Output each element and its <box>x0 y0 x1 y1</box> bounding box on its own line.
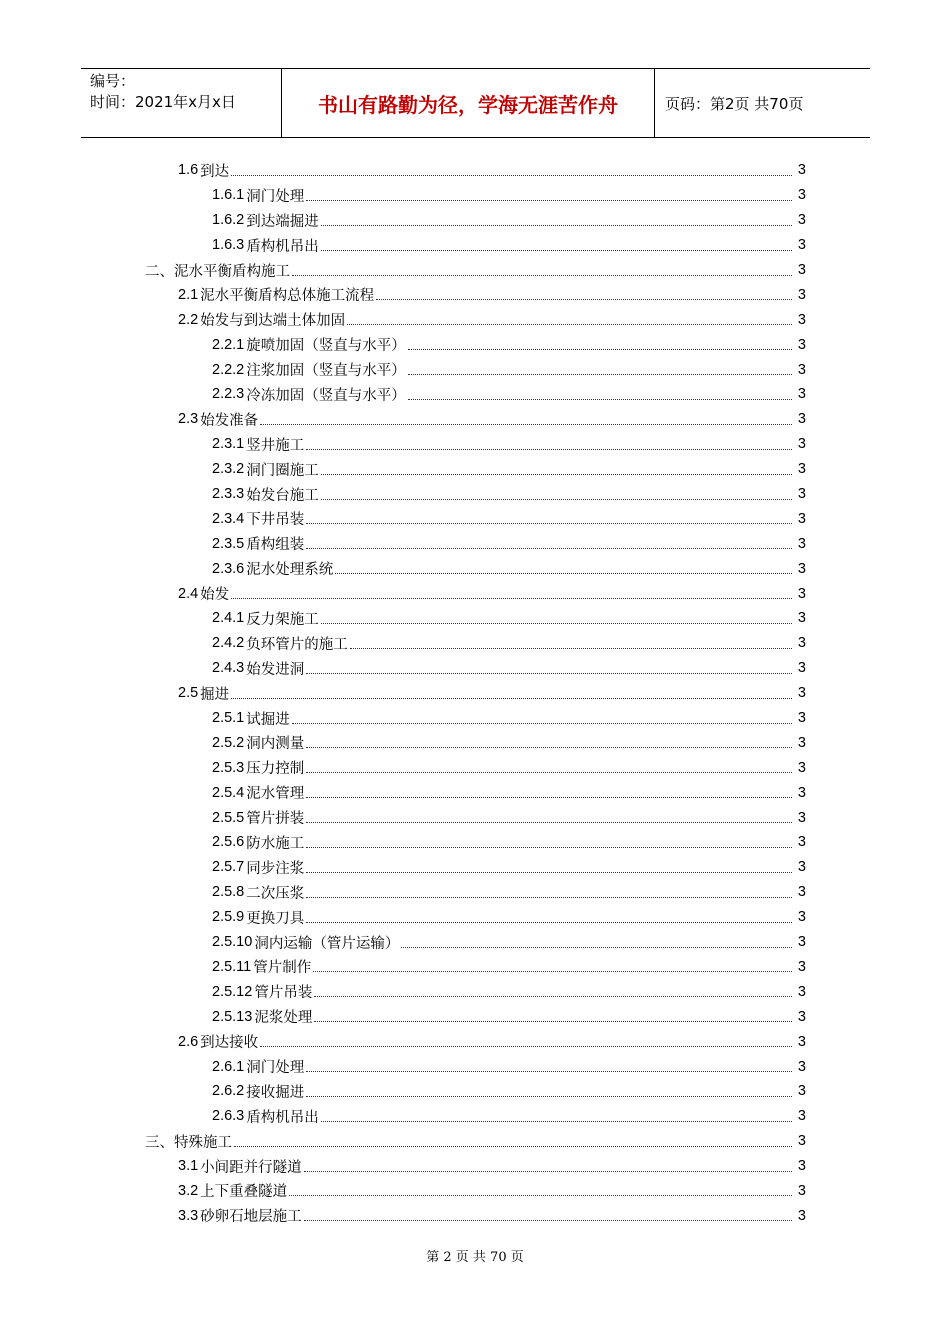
toc-entry-title: 试掘进 <box>246 711 290 728</box>
toc-entry-number: 2.5.12 <box>212 983 253 1000</box>
toc-entry-title: 盾构机吊出 <box>246 238 319 255</box>
toc-dot-leader <box>313 971 792 972</box>
toc-entry-number: 2.6.1 <box>212 1058 245 1075</box>
toc-entry[interactable] <box>0 482 950 507</box>
toc-entry-title: 旋喷加固（竖直与水平） <box>246 338 406 355</box>
toc-entry-title: 上下重叠隧道 <box>200 1184 288 1201</box>
toc-dot-leader <box>231 175 792 176</box>
toc-entry-title: 接收掘进 <box>246 1084 305 1101</box>
toc-dot-leader <box>321 623 792 624</box>
toc-entry[interactable] <box>0 457 950 482</box>
toc-entry[interactable] <box>0 556 950 581</box>
toc-entry[interactable] <box>0 307 950 332</box>
toc-dot-leader <box>231 598 792 599</box>
toc-entry-title: 负环管片的施工 <box>246 636 348 653</box>
toc-entry-number: 2.5.3 <box>212 759 245 776</box>
toc-entry[interactable] <box>0 332 950 357</box>
page-footer: 第 2 页 共 70 页 <box>426 1250 524 1265</box>
toc-dot-leader <box>321 1121 792 1122</box>
toc-entry-title: 反力架施工 <box>246 611 319 628</box>
toc-entry-number: 2.4.1 <box>212 610 245 627</box>
toc-dot-leader <box>306 449 792 450</box>
toc-dot-leader <box>321 225 792 226</box>
toc-entry-number: 2.3.6 <box>212 560 245 577</box>
toc-dot-leader <box>260 1046 792 1047</box>
toc-entry[interactable] <box>0 183 950 208</box>
header-time-label: 时间：2021年x月x日 <box>90 93 236 111</box>
toc-entry[interactable] <box>0 656 950 681</box>
toc-entry[interactable] <box>0 706 950 731</box>
toc-entry-title: 始发台施工 <box>246 487 319 504</box>
toc-entry-number: 2.4.2 <box>212 635 245 652</box>
toc-entry-page: 3 <box>797 436 806 453</box>
toc-dot-leader <box>304 1220 792 1221</box>
toc-entry-number: 2.5.7 <box>212 859 245 876</box>
toc-entry-number: 2.3.5 <box>212 535 245 552</box>
toc-entry-title: 洞门处理 <box>246 188 305 205</box>
toc-entry-title: 洞内测量 <box>246 736 305 753</box>
toc-entry-page: 3 <box>797 560 806 577</box>
toc-dot-leader <box>306 548 792 549</box>
toc-entry-page: 3 <box>797 585 806 602</box>
toc-entry[interactable] <box>0 730 950 755</box>
toc-entry-page: 3 <box>797 909 806 926</box>
toc-entry[interactable] <box>0 880 950 905</box>
toc-dot-leader <box>306 847 792 848</box>
toc-entry-number: 1.6.1 <box>212 187 245 204</box>
toc-dot-leader <box>306 523 792 524</box>
toc-dot-leader <box>306 1071 792 1072</box>
toc-entry-page: 3 <box>797 411 806 428</box>
toc-entry-number: 2.5.8 <box>212 884 245 901</box>
toc-entry-title: 管片吊装 <box>254 985 313 1002</box>
toc-entry-page: 3 <box>797 685 806 702</box>
toc-entry-page: 3 <box>797 884 806 901</box>
toc-entry-page: 3 <box>797 710 806 727</box>
toc-entry-number: 2.4 <box>178 585 199 602</box>
toc-dot-leader <box>306 673 792 674</box>
toc-dot-leader <box>335 573 792 574</box>
toc-entry-number: 2.2.2 <box>212 361 245 378</box>
toc-entry[interactable] <box>0 780 950 805</box>
toc-entry-title: 小间距并行隧道 <box>200 1159 302 1176</box>
toc-entry-page: 3 <box>797 1083 806 1100</box>
toc-entry-number: 2.5.5 <box>212 809 245 826</box>
toc-entry-title: 洞门处理 <box>246 1060 305 1076</box>
toc-entry-page: 3 <box>797 1207 806 1224</box>
toc-entry[interactable] <box>0 930 950 955</box>
toc-dot-leader <box>408 349 792 350</box>
toc-entry-page: 3 <box>797 237 806 254</box>
toc-entry-number: 2.6 <box>178 1033 199 1050</box>
toc-entry-number: 2.5.10 <box>212 934 253 951</box>
toc-entry-number: 2.5.4 <box>212 784 245 801</box>
toc-entry-number: 2.3 <box>178 411 199 428</box>
toc-entry-title: 始发准备 <box>200 412 259 429</box>
toc-entry-title: 掘进 <box>200 686 230 703</box>
toc-entry-page: 3 <box>797 386 806 403</box>
toc-entry-page: 3 <box>797 834 806 851</box>
toc-entry[interactable] <box>0 382 950 407</box>
toc-entry-title: 到达接收 <box>200 1035 259 1052</box>
toc-entry-title: 压力控制 <box>246 761 305 778</box>
toc-entry-title: 更换刀具 <box>246 910 305 927</box>
toc-entry[interactable] <box>0 1054 950 1079</box>
toc-entry[interactable] <box>0 905 950 930</box>
toc-entry[interactable] <box>0 233 950 258</box>
toc-entry[interactable] <box>0 432 950 457</box>
toc-entry-number: 2.5.9 <box>212 909 245 926</box>
toc-dot-leader <box>347 324 792 325</box>
toc-entry-page: 3 <box>797 461 806 478</box>
toc-dot-leader <box>314 996 792 997</box>
toc-entry[interactable] <box>0 830 950 855</box>
toc-entry-title: 洞内运输（管片运输） <box>254 935 400 952</box>
toc-entry[interactable] <box>0 979 950 1004</box>
toc-entry-number: 2.3.3 <box>212 486 245 503</box>
toc-dot-leader <box>306 772 792 773</box>
toc-entry[interactable] <box>0 1203 950 1228</box>
toc-entry-title: 始发进洞 <box>246 661 305 678</box>
toc-entry-number: 2.2 <box>178 311 199 328</box>
toc-entry[interactable] <box>0 1154 950 1179</box>
toc-entry[interactable] <box>0 631 950 656</box>
header-page-info: 页码：第2页 共70页 <box>665 94 804 113</box>
toc-dot-leader <box>306 822 792 823</box>
toc-entry-title: 注浆加固（竖直与水平） <box>246 363 406 380</box>
toc-dot-leader <box>350 648 792 649</box>
toc-entry-title: 到达端掘进 <box>246 213 319 230</box>
toc-entry[interactable] <box>0 955 950 980</box>
toc-entry-page: 3 <box>797 162 806 179</box>
toc-entry-number: 2.6.2 <box>212 1083 245 1100</box>
toc-entry-title: 管片制作 <box>253 960 312 977</box>
toc-dot-leader <box>292 723 792 724</box>
toc-dot-leader <box>306 922 792 923</box>
toc-entry-title: 盾构组装 <box>246 537 305 554</box>
toc-entry-title: 洞门圈施工 <box>246 462 319 479</box>
toc-dot-leader <box>306 797 792 798</box>
toc-entry-title: 泥水管理 <box>246 786 305 803</box>
toc-entry-page: 3 <box>797 486 806 503</box>
toc-entry-number: 2.5.13 <box>212 1008 253 1025</box>
toc-entry-page: 3 <box>797 809 806 826</box>
toc-entry-number: 2.3.1 <box>212 436 245 453</box>
toc-entry[interactable] <box>0 805 950 830</box>
toc-entry-page: 3 <box>797 212 806 229</box>
toc-entry-number: 2.5.6 <box>212 834 245 851</box>
toc-entry-number: 2.5 <box>178 685 199 702</box>
toc-entry-page: 3 <box>797 510 806 527</box>
toc-dot-leader <box>321 499 792 500</box>
toc-entry-page: 3 <box>797 535 806 552</box>
toc-entry-number: 2.2.1 <box>212 336 245 353</box>
toc-entry-page: 3 <box>797 361 806 378</box>
toc-entry-page: 3 <box>797 784 806 801</box>
toc-dot-leader <box>376 299 792 300</box>
toc-entry-page: 3 <box>797 1058 806 1075</box>
toc-dot-leader <box>321 474 792 475</box>
page-header <box>81 68 870 138</box>
toc-dot-leader <box>306 747 792 748</box>
toc-entry-number: 1.6.3 <box>212 237 245 254</box>
toc-entry[interactable] <box>0 1079 950 1104</box>
toc-entry-title: 到达 <box>200 163 230 180</box>
toc-entry-number: 3.2 <box>178 1182 199 1199</box>
toc-entry[interactable] <box>0 755 950 780</box>
toc-entry-number: 2.1 <box>178 286 199 303</box>
toc-dot-leader <box>306 1096 792 1097</box>
toc-entry[interactable] <box>0 357 950 382</box>
toc-entry-page: 3 <box>797 635 806 652</box>
toc-dot-leader <box>306 872 792 873</box>
toc-entry-title: 同步注浆 <box>246 860 305 877</box>
toc-dot-leader <box>306 200 792 201</box>
toc-entry-page: 3 <box>797 734 806 751</box>
table-of-contents <box>0 158 950 1228</box>
toc-entry-page: 3 <box>797 1158 806 1175</box>
toc-entry[interactable] <box>0 1129 950 1154</box>
toc-dot-leader <box>408 374 792 375</box>
toc-entry-number: 2.3.2 <box>212 461 245 478</box>
toc-entry-title: 始发 <box>200 587 230 604</box>
toc-entry-page: 3 <box>797 958 806 975</box>
toc-entry-page: 3 <box>797 1008 806 1025</box>
toc-entry[interactable] <box>0 581 950 606</box>
toc-entry-title: 防水施工 <box>246 835 305 852</box>
toc-entry-number: 1.6 <box>178 162 199 179</box>
toc-entry-page: 3 <box>797 1108 806 1125</box>
toc-entry-title: 砂卵石地层施工 <box>200 1209 302 1226</box>
toc-entry[interactable] <box>0 1179 950 1204</box>
toc-entry-title: 下井吊装 <box>246 512 305 529</box>
toc-entry[interactable] <box>0 1004 950 1029</box>
toc-entry-page: 3 <box>797 187 806 204</box>
toc-dot-leader <box>234 1146 792 1147</box>
toc-entry-number: 2.6.3 <box>212 1108 245 1125</box>
toc-entry-number: 2.2.3 <box>212 386 245 403</box>
header-left-cell <box>81 69 282 137</box>
toc-entry-page: 3 <box>797 983 806 1000</box>
toc-entry-title: 泥水平衡盾构总体施工流程 <box>200 288 375 305</box>
toc-entry-title: 冷冻加固（竖直与水平） <box>246 387 406 404</box>
toc-entry-number: 2.3.4 <box>212 510 245 527</box>
toc-dot-leader <box>292 275 792 276</box>
toc-entry-page: 3 <box>797 934 806 951</box>
toc-entry-number: 3.1 <box>178 1158 199 1175</box>
toc-entry-number: 2.5.11 <box>212 958 252 975</box>
toc-entry-title: 二次压浆 <box>246 885 305 902</box>
toc-entry-title: 二、泥水平衡盾构施工 <box>145 263 290 280</box>
toc-dot-leader <box>408 399 792 400</box>
toc-entry-page: 3 <box>797 759 806 776</box>
toc-dot-leader <box>304 1171 792 1172</box>
toc-entry-number: 2.5.1 <box>212 710 245 727</box>
toc-entry[interactable] <box>0 258 950 283</box>
toc-entry[interactable] <box>0 606 950 631</box>
toc-entry-page: 3 <box>797 1033 806 1050</box>
toc-entry-number: 2.5.2 <box>212 734 245 751</box>
toc-entry[interactable] <box>0 531 950 556</box>
toc-entry-title: 管片拼装 <box>246 811 305 828</box>
toc-entry-page: 3 <box>797 262 806 278</box>
toc-entry[interactable] <box>0 282 950 307</box>
toc-entry[interactable] <box>0 1104 950 1129</box>
toc-entry-number: 3.3 <box>178 1207 199 1224</box>
toc-entry-page: 3 <box>797 1182 806 1199</box>
toc-dot-leader <box>314 1021 792 1022</box>
toc-entry-title: 始发与到达端土体加固 <box>200 313 346 330</box>
toc-entry[interactable] <box>0 855 950 880</box>
toc-entry[interactable] <box>0 506 950 531</box>
toc-entry[interactable] <box>0 407 950 432</box>
header-motto: 书山有路勤为径，学海无涯苦作舟 <box>282 69 655 137</box>
toc-dot-leader <box>321 250 792 251</box>
toc-entry-page: 3 <box>797 336 806 353</box>
toc-entry-title: 三、特殊施工 <box>145 1134 232 1151</box>
toc-entry-title: 泥浆处理 <box>254 1010 313 1027</box>
toc-entry-page: 3 <box>797 1133 806 1150</box>
toc-entry[interactable] <box>0 681 950 706</box>
toc-entry-number: 1.6.2 <box>212 212 245 229</box>
toc-dot-leader <box>289 1195 792 1196</box>
header-code-label: 编号： <box>90 72 136 90</box>
toc-dot-leader <box>260 424 792 425</box>
toc-entry-page: 3 <box>797 311 806 328</box>
toc-entry-title: 盾构机吊出 <box>246 1109 319 1126</box>
toc-entry-title: 竖井施工 <box>246 437 305 454</box>
toc-entry-page: 3 <box>797 286 806 303</box>
toc-entry-page: 3 <box>797 610 806 627</box>
toc-entry-number: 2.4.3 <box>212 660 245 677</box>
toc-entry[interactable] <box>0 208 950 233</box>
toc-entry[interactable] <box>0 158 950 183</box>
toc-dot-leader <box>306 897 792 898</box>
toc-entry-page: 3 <box>797 859 806 876</box>
toc-dot-leader <box>401 947 792 948</box>
toc-entry-title: 泥水处理系统 <box>246 562 334 579</box>
toc-entry[interactable] <box>0 1029 950 1054</box>
toc-dot-leader <box>231 698 792 699</box>
toc-entry-page: 3 <box>797 660 806 677</box>
